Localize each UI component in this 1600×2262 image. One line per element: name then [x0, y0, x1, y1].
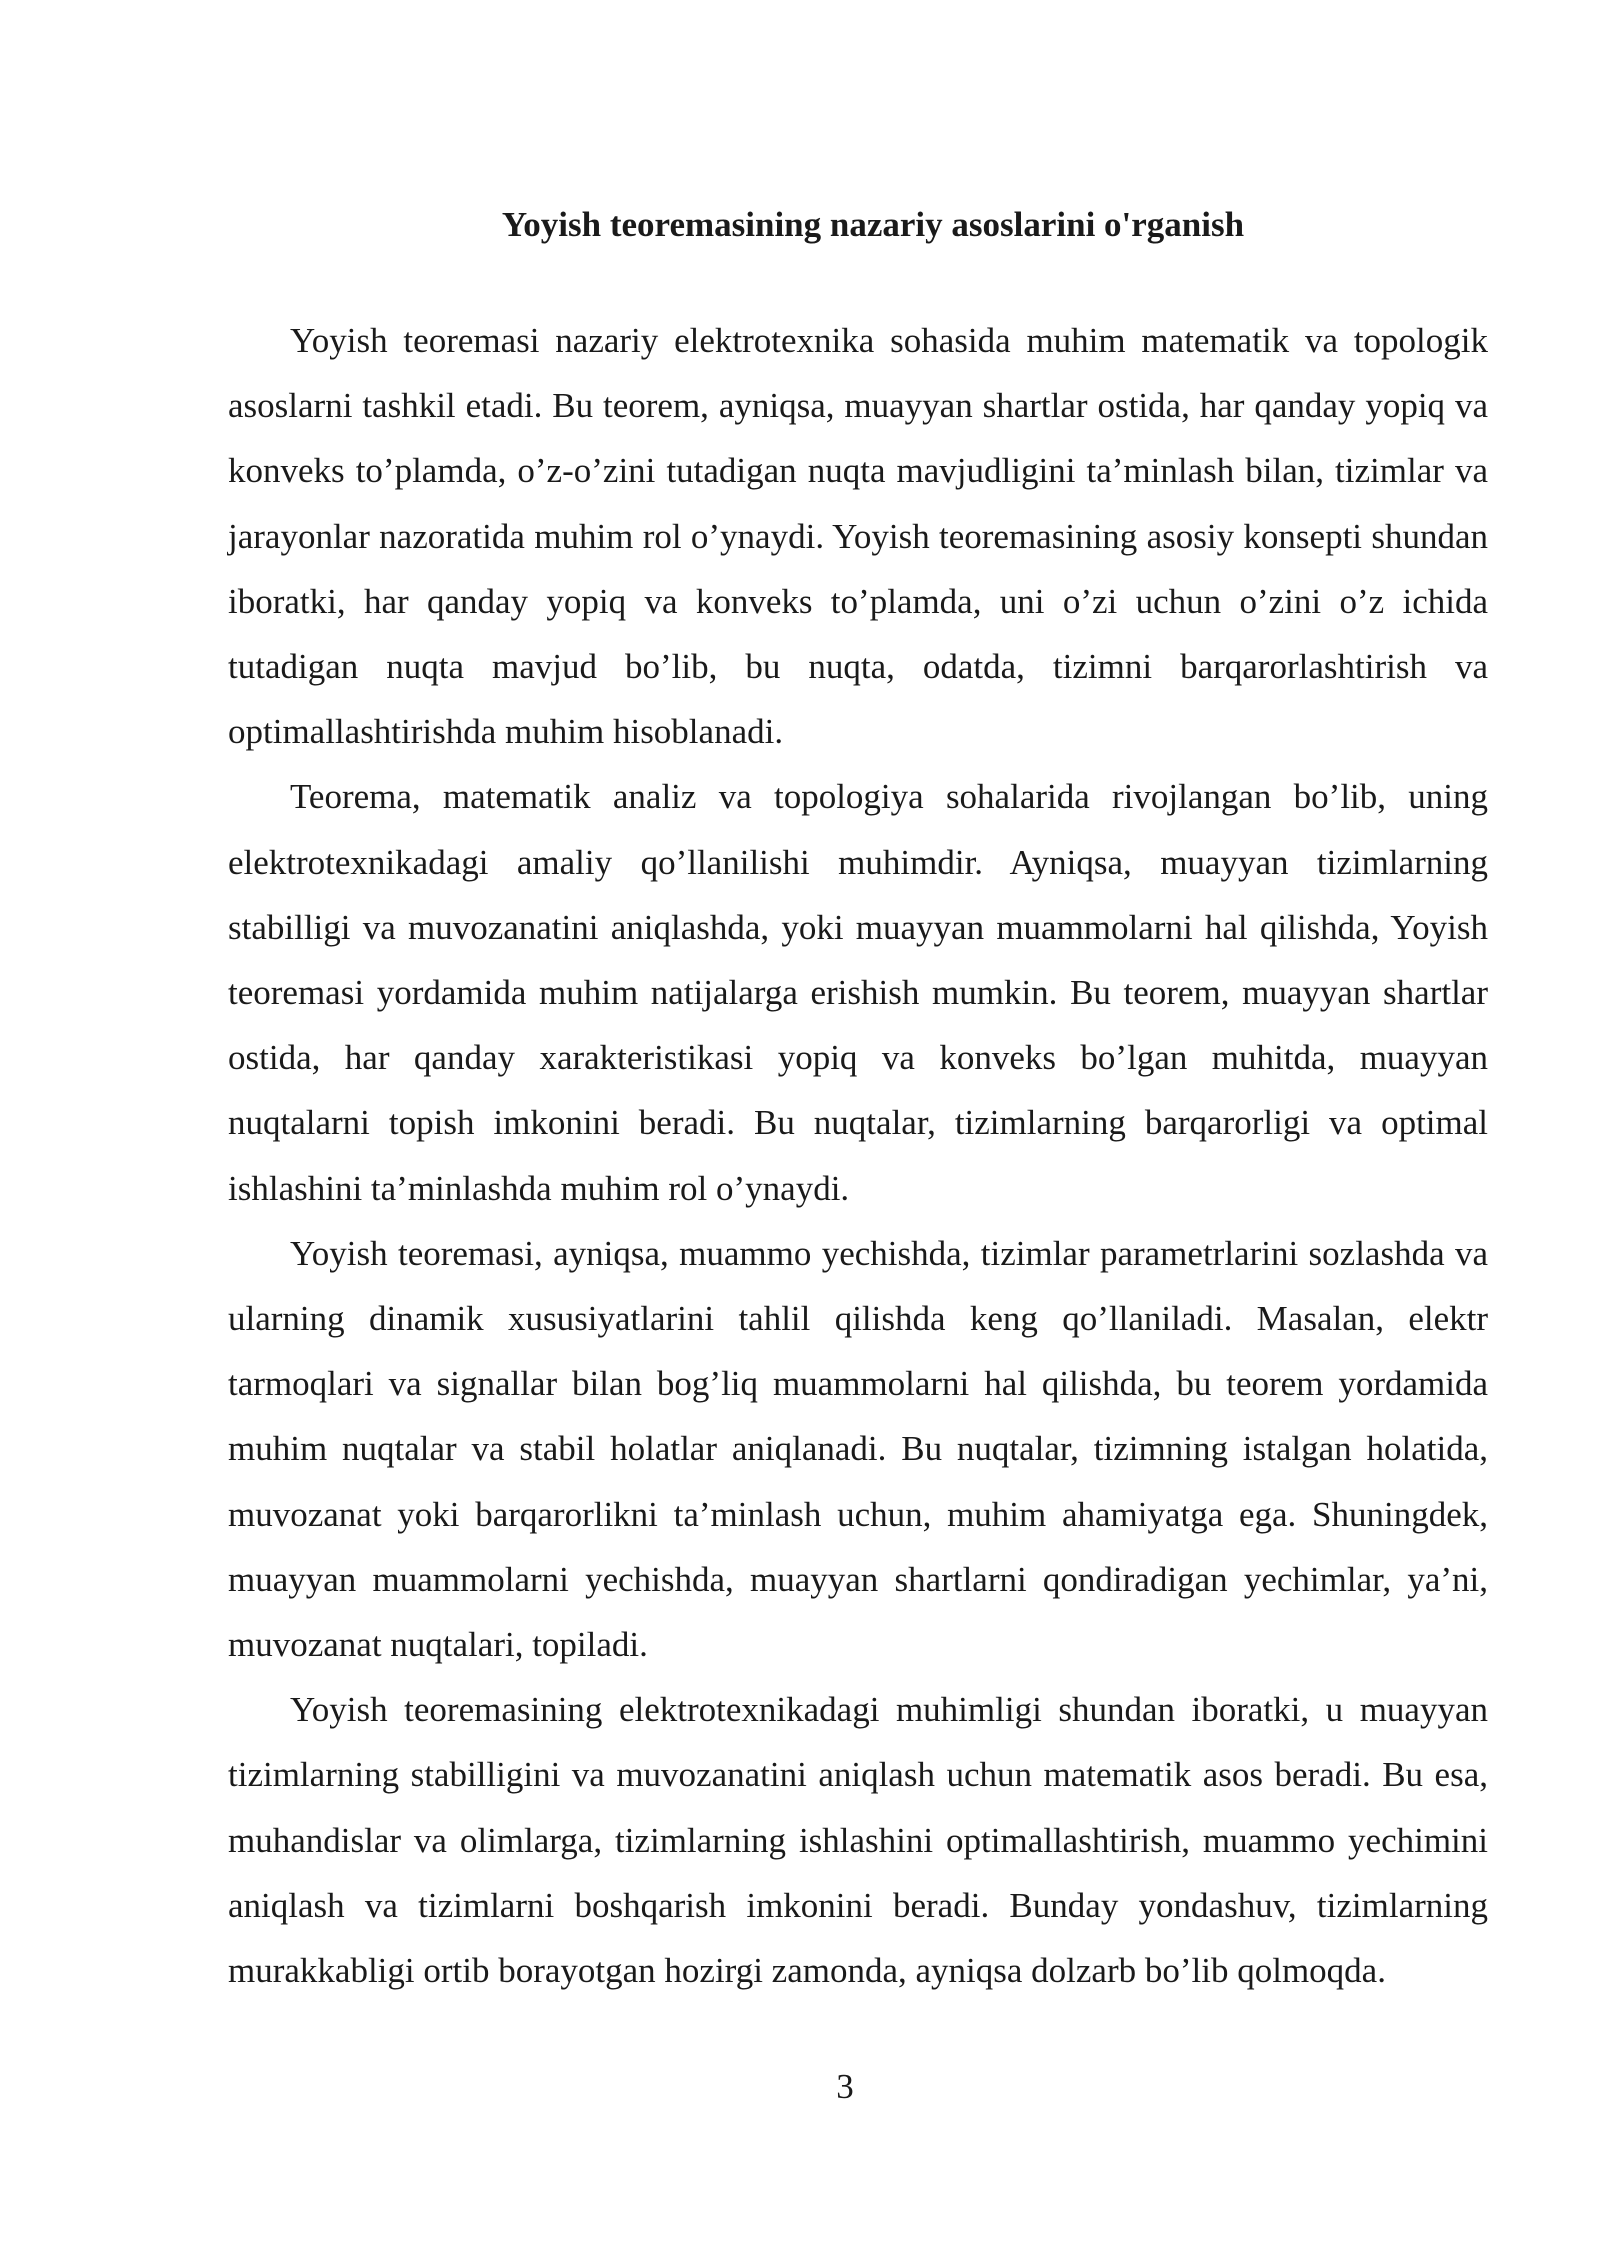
paragraph-3: Yoyish teoremasi, ayniqsa, muammo yechishda, tizimlar parametrlarini sozlashda va ularning dinamik xususiyatlarini tahlil qilishda keng qo’llaniladi. Masalan, elektr tarmoqlari va signallar bilan bog’liq muammolarni hal qilishda, bu teorem yordamida muhim nuqtalar va stabil holatlar aniqlanadi. Bu nuqtalar, tizimning istalgan holatida, muvozanat yoki barqarorlikni ta’minlash uchun, muhim ahamiyatga ega. Shuningdek, muayyan muammolarni yechishda, muayyan shartlarni qondiradigan yechimlar, ya’ni, muvozanat nuqtalari, topiladi.: [228, 1233, 1488, 1665]
page-number: 3: [836, 2067, 854, 2106]
paragraph-1: Yoyish teoremasi nazariy elektrotexnika sohasida muhim matematik va topologik asoslarni tashkil etadi. Bu teorem, ayniqsa, muayyan shartlar ostida, har qanday yopiq va konveks to’plamda, o’z-o’zini tutadigan nuqta mavjudligini ta’minlash bilan, tizimlar va jarayonlar nazoratida muhim rol o’ynaydi. Yoyish teoremasining asosiy konsepti shundan iboratki, har qanday yopiq va konveks to’plamda, uni o’zi uchun o’zini o’z ichida tutadigan nuqta mavjud bo’lib, bu nuqta, odatda, tizimni barqarorlashtirish va optimallashtirishda muhim hisoblanadi.: [228, 321, 1488, 752]
body-text: [228, 308, 1488, 2003]
paragraph-2: Teorema, matematik analiz va topologiya sohalarida rivojlangan bo’lib, uning elektrotexnikadagi amaliy qo’llanilishi muhimdir. Ayniqsa, muayyan tizimlarning stabilligi va muvozanatini aniqlashda, yoki muayyan muammolarni hal qilishda, Yoyish teoremasi yordamida muhim natijalarga erishish mumkin. Bu teorem, muayyan shartlar ostida, har qanday xarakteristikasi yopiq va konveks bo’lgan muhitda, muayyan nuqtalarni topish imkonini beradi. Bu nuqtalar, tizimlarning barqarorligi va optimal ishlashini ta’minlashda muhim rol o’ynaydi.: [228, 777, 1488, 1208]
page-title: Yoyish teoremasining nazariy asoslarini o'rganish: [501, 205, 1245, 244]
paragraph-4: Yoyish teoremasining elektrotexnikadagi muhimligi shundan iboratki, u muayyan tizimlarning stabilligini va muvozanatini aniqlash uchun matematik asos beradi. Bu esa, muhandislar va olimlarga, tizimlarning ishlashini optimallashtirish, muammo yechimini aniqlash va tizimlarni boshqarish imkonini beradi. Bunday yondashuv, tizimlarning murakkabligi ortib borayotgan hozirgi zamonda, ayniqsa dolzarb bo’lib qolmoqda.: [228, 1690, 1488, 1991]
